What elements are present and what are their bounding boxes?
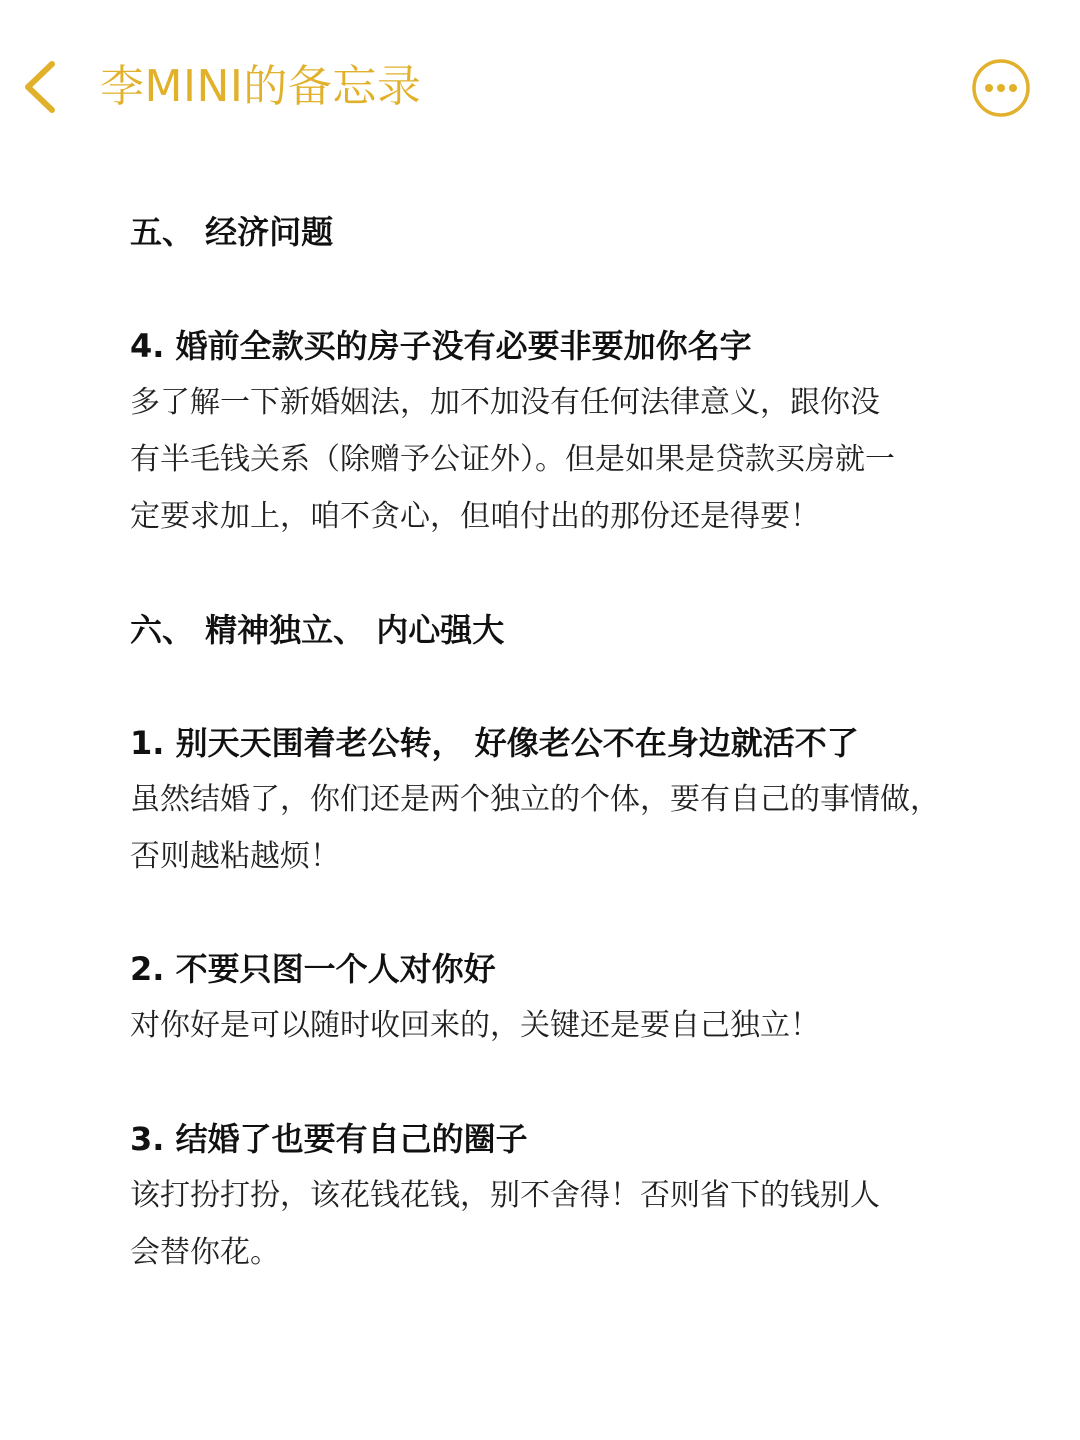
body-line: 会替你花。 bbox=[130, 1235, 280, 1270]
section-heading-independence: 六、 精神独立、 内心强大 bbox=[130, 611, 505, 649]
more-dots-icon bbox=[971, 58, 1031, 118]
body-line: 多了解一下新婚姻法，加不加没有任何法律意义，跟你没 bbox=[130, 385, 880, 420]
back-button[interactable] bbox=[18, 58, 62, 116]
section-heading-economy: 五、 经济问题 bbox=[130, 213, 334, 251]
body-line: 对你好是可以随时收回来的，关键还是要自己独立！ bbox=[130, 1008, 820, 1043]
body-line: 有半毛钱关系（除赠予公证外）。但是如果是贷款买房就一 bbox=[130, 442, 895, 477]
nav-bar bbox=[0, 0, 1080, 175]
body-line: 定要求加上，咱不贪心，但咱付出的那份还是得要！ bbox=[130, 499, 820, 534]
item-body bbox=[130, 374, 980, 545]
body-line: 虽然结婚了，你们还是两个独立的个体，要有自己的事情做， bbox=[130, 782, 940, 817]
item-body bbox=[130, 997, 980, 1054]
body-line: 否则越粘越烦！ bbox=[130, 839, 340, 874]
body-line: 该打扮打扮，该花钱花钱，别不舍得！否则省下的钱别人 bbox=[130, 1178, 880, 1213]
chevron-left-icon bbox=[18, 58, 62, 116]
more-options-button[interactable] bbox=[971, 58, 1031, 118]
item-title: 3. 结婚了也要有自己的圈子 bbox=[130, 1120, 528, 1158]
item-title: 1. 别天天围着老公转， 好像老公不在身边就活不了 bbox=[130, 724, 859, 762]
page-title: 李MINI的备忘录 bbox=[100, 61, 422, 112]
item-title: 4. 婚前全款买的房子没有必要非要加你名字 bbox=[130, 327, 752, 365]
item-body bbox=[130, 1167, 980, 1281]
item-title: 2. 不要只图一个人对你好 bbox=[130, 950, 496, 988]
item-body bbox=[130, 771, 980, 885]
